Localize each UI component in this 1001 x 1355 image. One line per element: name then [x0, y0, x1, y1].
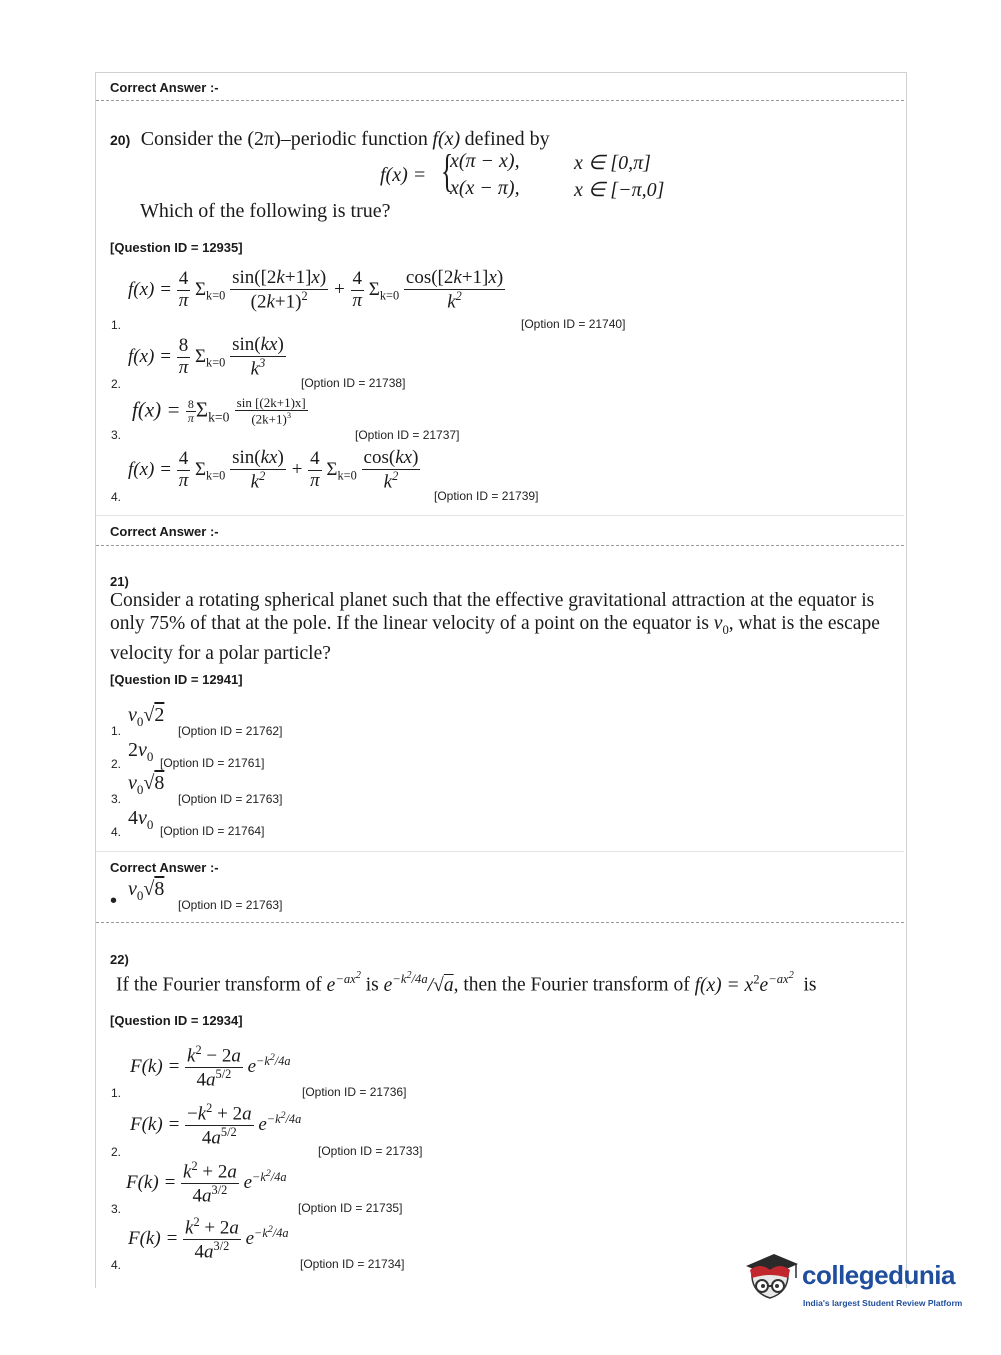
q20-option-2-num: 2. — [111, 377, 122, 391]
q22-option-3-formula: F(k) = $\frac{k^2 + 2a}{4a^{3/2}}$ $e^{-k^2/4a}$ — [126, 1159, 287, 1207]
divider — [96, 100, 904, 101]
q21-correct-option-id: [Option ID = 21763] — [178, 898, 283, 912]
q20-prompt-end: defined by — [464, 128, 550, 150]
q21-option-2-num: 2. — [111, 757, 122, 771]
q20-option-1-num: 1. — [111, 318, 122, 332]
q21-option-4-num: 4. — [111, 825, 122, 839]
q20-option-4-num: 4. — [111, 490, 122, 504]
q22-text-d: is — [803, 974, 817, 996]
q20-number: 20) — [110, 132, 131, 148]
q20-option-2-id[interactable]: [Option ID = 21738] — [301, 376, 406, 390]
divider — [96, 851, 904, 852]
q22-option-2-id[interactable]: [Option ID = 21733] — [318, 1144, 423, 1158]
q20-option-1-id[interactable]: [Option ID = 21740] — [521, 317, 626, 331]
mascot-icon — [740, 1248, 802, 1312]
q21-option-3-id[interactable]: [Option ID = 21763] — [178, 792, 283, 806]
q20-question: Which of the following is true? — [140, 200, 391, 222]
q21-option-2-id[interactable]: [Option ID = 21761] — [160, 756, 265, 770]
q21-correct-formula: $v_0√8$ — [128, 878, 165, 903]
q21-correct-answer-label: Correct Answer :- — [110, 860, 219, 875]
q21-option-2-formula: $2v_0$ — [128, 739, 154, 764]
q20-piece-brace: { — [440, 145, 454, 196]
q21-text-line2-a: only 75% of that at the pole. If the linear velocity of a point on the equator is — [110, 613, 709, 634]
q22-option-1-id[interactable]: [Option ID = 21736] — [302, 1085, 407, 1099]
q20-option-3-id[interactable]: [Option ID = 21737] — [355, 428, 460, 442]
q21-text — [110, 589, 930, 665]
q20-correct-answer-label: Correct Answer :- — [110, 524, 219, 539]
q22-text-c: , then the Fourier transform of — [453, 974, 690, 996]
q21-text-line1: Consider a rotating spherical planet such that the effective gravitational attraction at the equator is — [110, 590, 875, 611]
q22-option-3-num: 3. — [111, 1202, 122, 1216]
q22-option-1-num: 1. — [111, 1086, 122, 1100]
q20-piece1-domain: x ∈ [0,π] — [574, 152, 651, 174]
q21-text-line2: only 75% of that at the pole. If the linear velocity of a point on the equator is $v_0$, what is the escape — [110, 613, 880, 637]
q22-option-3-id[interactable]: [Option ID = 21735] — [298, 1201, 403, 1215]
q22-option-4-formula: F(k) = $\frac{k^2 + 2a}{4a^{3/2}}$ $e^{-k^2/4a}$ — [128, 1215, 289, 1263]
collegedunia-logo — [740, 1248, 980, 1318]
q20-prompt — [110, 128, 890, 151]
q21-option-1-num: 1. — [111, 724, 122, 738]
q22-number: 22) — [110, 952, 129, 967]
q22-text-a: If the Fourier transform of — [116, 974, 322, 996]
q21-option-3-formula: $v_0√8$ — [128, 772, 165, 797]
q21-option-1-id[interactable]: [Option ID = 21762] — [178, 724, 283, 738]
q22-option-2-formula: F(k) = $\frac{-k^2 + 2a}{4a^{5/2}}$ $e^{-k^2/4a}$ — [130, 1101, 302, 1149]
q20-prompt-fx: f(x) — [432, 128, 461, 150]
q22-option-4-num: 4. — [111, 1258, 122, 1272]
logo-name: collegedunia — [802, 1260, 955, 1290]
q22-text: If the Fourier transform of $e^{-ax^2}$ is $e^{-k^2/4a}/√a$, then the Fourier transform of $f(x) = x^2e^{-ax^2}$ is — [116, 970, 817, 996]
q21-option-3-num: 3. — [111, 792, 122, 806]
q22-option-1-formula: F(k) = $\frac{k^2 - 2a}{4a^{5/2}}$ $e^{-k^2/4a}$ — [130, 1043, 291, 1091]
q21-question-id: [Question ID = 12941] — [110, 672, 243, 687]
q21-text-line3: velocity for a polar particle? — [110, 642, 331, 664]
q21-correct-bullet: • — [110, 890, 118, 912]
q22-text-b: is — [365, 974, 379, 996]
q20-option-3-num: 3. — [111, 428, 122, 442]
q21-option-4-id[interactable]: [Option ID = 21764] — [160, 824, 265, 838]
logo-tagline: India's largest Student Review Platform — [803, 1298, 963, 1308]
q20-piece2-domain: x ∈ [−π,0] — [574, 179, 665, 201]
q20-option-1-formula: f(x) = $\frac{4}{\pi}$ $\Sigma_{k=0}$ $\frac{\sin([2k+1]x)}{(2k+1)^2}$ + $\frac{4}{\pi}$ $\Sigma_{k=0}$ $\frac{\cos([2k+1]x)}{k^2}$ — [128, 267, 504, 313]
divider — [96, 545, 904, 546]
q21-option-4-formula: $4v_0$ — [128, 807, 154, 832]
divider — [96, 515, 904, 516]
q20-prompt-start: Consider the (2π)–periodic function — [140, 128, 428, 150]
q22-option-2-num: 2. — [111, 1145, 122, 1159]
q20-option-2-formula: f(x) = $\frac{8}{\pi}$ $\Sigma_{k=0}$ $\frac{\sin(kx)}{k^3}$ — [128, 334, 284, 380]
q20-piece2-expr: x(x − π), — [450, 177, 520, 199]
q20-question-id: [Question ID = 12935] — [110, 240, 243, 255]
divider — [96, 922, 904, 923]
q22-option-4-id[interactable]: [Option ID = 21734] — [300, 1257, 405, 1271]
q20-option-3-formula: f(x) = $\frac{8}{\pi}$ $\Sigma_{k=0}$ $\frac{\sin [(2k+1)x]}{(2k+1)^3}$ — [132, 395, 306, 427]
q20-piece1-expr: x(π − x), — [450, 150, 520, 172]
q21-text-line2-b: , what is the escape — [728, 613, 880, 634]
q22-question-id: [Question ID = 12934] — [110, 1013, 243, 1028]
q20-option-4-formula: f(x) = $\frac{4}{\pi}$ $\Sigma_{k=0}$ $\frac{\sin(kx)}{k^2}$ + $\frac{4}{\pi}$ $\Sigma_{k=0}$ $\frac{\cos(kx)}{k^2}$ — [128, 447, 419, 493]
q21-option-1-formula: $v_0√2$ — [128, 704, 165, 729]
q19-correct-answer-label: Correct Answer :- — [110, 80, 219, 95]
q20-piece-lhs: f(x) = — [380, 164, 427, 186]
q20-option-4-id[interactable]: [Option ID = 21739] — [434, 489, 539, 503]
q21-number: 21) — [110, 574, 129, 589]
